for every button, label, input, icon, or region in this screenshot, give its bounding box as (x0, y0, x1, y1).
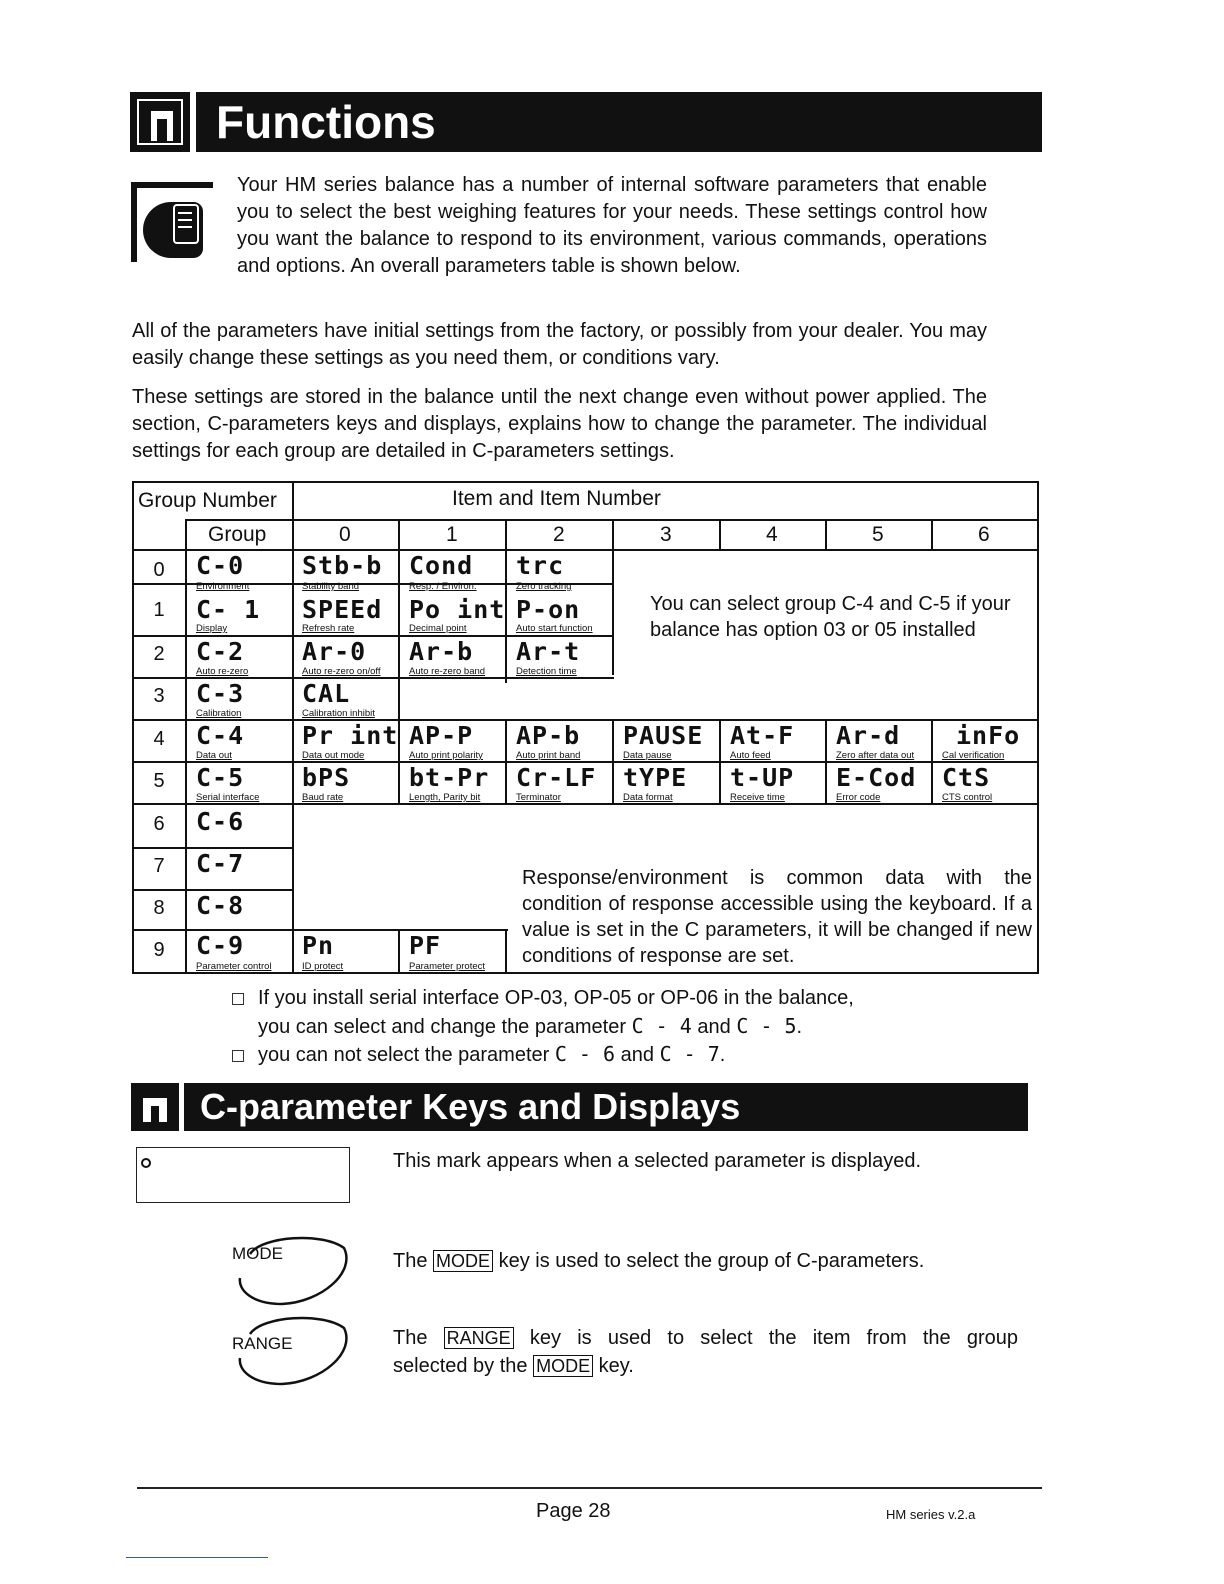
range-key-description: The RANGE key is used to select the item from the group selected by the MODE key. (393, 1327, 1019, 1377)
row-number: 3 (153, 685, 165, 707)
footer-link-line (126, 1557, 268, 1558)
row-number: 2 (153, 643, 165, 665)
item-code: AP-P (409, 721, 474, 750)
item-code: Ar-b (409, 637, 474, 666)
group-code: C-5 (196, 763, 245, 792)
item-caption: Parameter protect (409, 961, 486, 972)
header-item-and-number: Item and Item Number (452, 487, 661, 510)
group-code: C-4 (196, 721, 245, 750)
item-code: bt-Pr (409, 763, 490, 792)
row-number: 4 (153, 728, 165, 750)
item-code: Cr-LF (516, 763, 597, 792)
item-code: P-on (516, 595, 581, 624)
intro-paragraph-1: Your HM series balance has a number of internal software parameters that enable you to select the best weighing features for your needs. These settings control how you want the balance to respond to its environment, various commands, operations and options. An overall parameters table is shown below. (237, 174, 987, 277)
group-code: C-3 (196, 679, 245, 708)
row-number: 0 (153, 559, 165, 581)
item-code: Ar-t (516, 637, 581, 666)
functions-title: Functions (216, 96, 436, 148)
item-number-6: 6 (978, 523, 990, 546)
item-number-2: 2 (553, 523, 565, 546)
group-caption: Environment (196, 581, 250, 592)
group-caption: Auto re-zero (196, 666, 249, 677)
item-caption: Cal verification (942, 750, 1005, 761)
item-caption: Receive time (730, 792, 785, 803)
item-number-3: 3 (660, 523, 672, 546)
group-caption: Data out (196, 750, 232, 761)
row-number: 6 (153, 813, 165, 835)
group-code: C-0 (196, 551, 245, 580)
footer-divider (137, 1487, 1042, 1489)
item-code: AP-b (516, 721, 581, 750)
group-code: C- 1 (196, 595, 261, 624)
item-caption: Auto re-zero on/off (302, 666, 381, 677)
item-caption: Auto start function (516, 623, 593, 634)
item-caption: Decimal point (409, 623, 467, 634)
group-code: C-8 (196, 891, 245, 920)
item-code: CtS (942, 763, 991, 792)
mode-key-inline: MODE (533, 1355, 593, 1377)
note-icon (131, 182, 213, 262)
group-code: C-2 (196, 637, 245, 666)
keys-section-icon (131, 1083, 179, 1131)
header-group-number: Group Number (138, 489, 277, 512)
item-code: Cond (409, 551, 474, 580)
item-caption: Auto re-zero band (409, 666, 486, 677)
item-code: Pr int (302, 721, 399, 750)
item-caption: Baud rate (302, 792, 344, 803)
item-code: t-UP (730, 763, 795, 792)
group-caption: Serial interface (196, 792, 260, 803)
item-number-4: 4 (766, 523, 778, 546)
group-code: C-6 (196, 807, 245, 836)
item-code: Pn (302, 931, 335, 960)
mark-description: This mark appears when a selected parameter is displayed. (393, 1150, 922, 1172)
item-caption: Data format (623, 792, 673, 803)
group-caption: Display (196, 623, 228, 634)
intro-paragraph-2: All of the parameters have initial settings from the factory, or possibly from your dealer. You may easily change these settings as you need them, or conditions vary. (132, 320, 987, 369)
range-key-inline: RANGE (444, 1327, 514, 1349)
item-caption: Refresh rate (302, 623, 355, 634)
item-caption: Resp. / Environ. (409, 581, 477, 592)
header-group: Group (208, 523, 267, 546)
item-caption: Length, Parity bit (409, 792, 481, 803)
item-code: At-F (730, 721, 795, 750)
item-code: CAL (302, 679, 351, 708)
functions-banner (196, 92, 1042, 152)
document-version: HM series v.2.a (886, 1507, 976, 1522)
item-caption: Detection time (516, 666, 577, 677)
keys-banner (184, 1083, 1028, 1131)
row-number: 7 (153, 855, 165, 877)
item-code: SPEEd (302, 595, 383, 624)
function-key-icon (130, 92, 190, 152)
row-number: 9 (153, 939, 165, 961)
group-code: C-9 (196, 931, 245, 960)
intro-paragraph-3: These settings are stored in the balance until the next change even without power applied. The section, C-parameters keys and displays, explains how to change the parameter. The individual settings for each group are detailed in C-parameters settings. (132, 386, 987, 462)
row-number: 8 (153, 897, 165, 919)
display-window (136, 1147, 350, 1203)
group-caption: Parameter control (196, 961, 272, 972)
item-code: trc (516, 551, 565, 580)
page-number: Page 28 (536, 1500, 611, 1522)
row-number: 5 (153, 770, 165, 792)
group-code: C-7 (196, 849, 245, 878)
item-caption: Stability band (302, 581, 360, 592)
mode-key-button[interactable]: MODE (232, 1232, 350, 1306)
item-number-1: 1 (446, 523, 458, 546)
bullet-serial-interface: If you install serial interface OP-03, OP-05 or OP-06 in the balance, (232, 984, 992, 1012)
checkbox-bullet-icon (232, 1050, 244, 1062)
row-number: 1 (153, 599, 165, 621)
group-caption: Calibration (196, 708, 242, 719)
item-code: inFo (956, 721, 1021, 750)
item-caption: Zero after data out (836, 750, 915, 761)
item-caption: Data pause (623, 750, 672, 761)
keys-title: C-parameter Keys and Displays (200, 1086, 741, 1127)
parameters-table (132, 481, 1039, 974)
parameter-mark-icon (141, 1158, 151, 1168)
item-caption: CTS control (942, 792, 993, 803)
checkbox-bullet-icon (232, 993, 244, 1005)
item-number-5: 5 (872, 523, 884, 546)
item-code: tYPE (623, 763, 688, 792)
range-key-button[interactable]: RANGE (232, 1312, 350, 1386)
mode-key-description: The MODE key is used to select the group of C-parameters. (393, 1250, 925, 1272)
item-caption: Calibration inhibit (302, 708, 375, 719)
item-code: Ar-0 (302, 637, 367, 666)
item-code: Stb-b (302, 551, 383, 580)
bullet-serial-interface-line2: you can select and change the parameter C - 4 and C - 5. (258, 1014, 803, 1038)
item-caption: Auto print band (516, 750, 581, 761)
item-caption: Terminator (516, 792, 561, 803)
bullet-cannot-select: you can not select the parameter C - 6 and C - 7. (232, 1040, 992, 1069)
item-caption: Error code (836, 792, 881, 803)
item-caption: Data out mode (302, 750, 365, 761)
mode-key-inline: MODE (433, 1250, 493, 1272)
options-note: You can select group C-4 and C-5 if your balance has option 03 or 05 installed (650, 593, 1011, 641)
item-caption: Auto print polarity (409, 750, 483, 761)
response-note: Response/environment is common data with the condition of response accessible using the keyboard. If a value is set in the C parameters, it will be changed if new conditions of response are set. (522, 867, 1032, 967)
item-caption: Auto feed (730, 750, 771, 761)
item-code: Ar-d (836, 721, 901, 750)
item-code: Po int (409, 595, 506, 624)
item-code: E-Cod (836, 763, 917, 792)
item-caption: Zero tracking (516, 581, 572, 592)
item-code: bPS (302, 763, 351, 792)
item-code: PF (409, 931, 442, 960)
item-number-0: 0 (339, 523, 351, 546)
item-code: PAUSE (623, 721, 704, 750)
item-caption: ID protect (302, 961, 344, 972)
